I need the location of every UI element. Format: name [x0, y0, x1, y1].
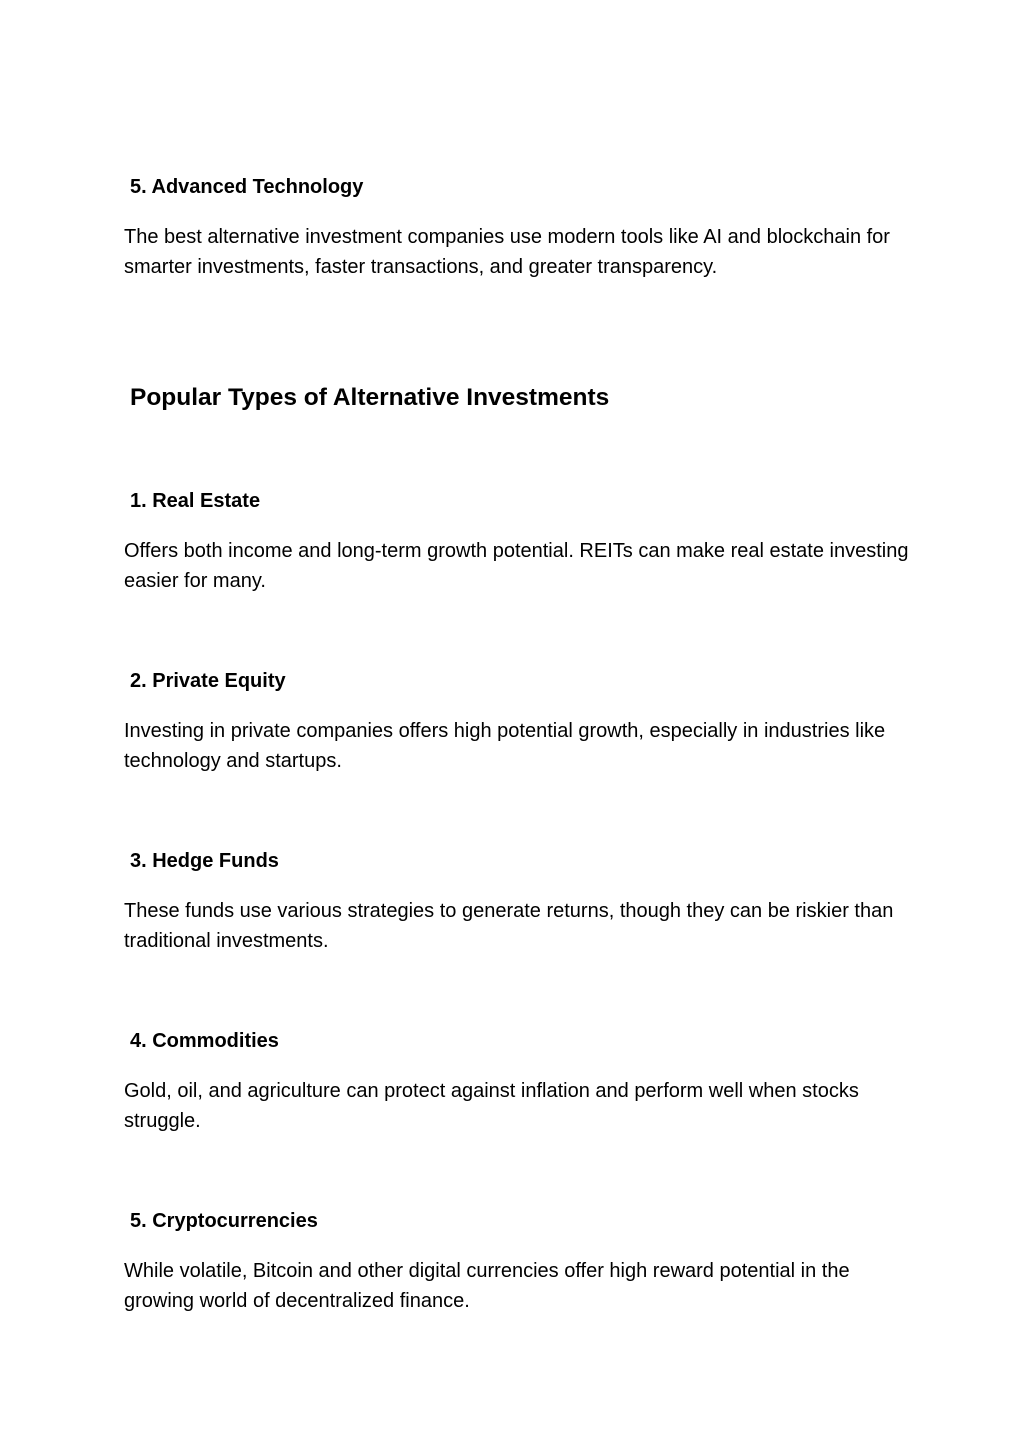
commodities-text: Gold, oil, and agriculture can protect against inflation and perform well when stocks struggle.	[124, 1080, 859, 1132]
hedge-funds-heading: 3. Hedge Funds	[130, 850, 279, 872]
section-title: Popular Types of Alternative Investments	[130, 384, 610, 411]
advanced-technology-heading: 5. Advanced Technology	[130, 176, 364, 198]
private-equity-heading: 2. Private Equity	[130, 670, 286, 692]
cryptocurrencies-text: While volatile, Bitcoin and other digital currencies offer high reward potential in the growing world of decentralized finance.	[124, 1260, 850, 1312]
real-estate-heading: 1. Real Estate	[130, 490, 261, 512]
advanced-technology-text: The best alternative investment companies use modern tools like AI and blockchain for smarter investments, faster transactions, and greater transparency.	[124, 226, 890, 278]
real-estate-text: Offers both income and long-term growth potential. REITs can make real estate investing easier for many.	[124, 540, 909, 592]
cryptocurrencies-heading: 5. Cryptocurrencies	[130, 1210, 318, 1232]
private-equity-text: Investing in private companies offers high potential growth, especially in industries like technology and startups.	[124, 720, 886, 772]
commodities-heading: 4. Commodities	[130, 1030, 279, 1052]
hedge-funds-text: These funds use various strategies to generate returns, though they can be riskier than traditional investments.	[124, 900, 894, 952]
